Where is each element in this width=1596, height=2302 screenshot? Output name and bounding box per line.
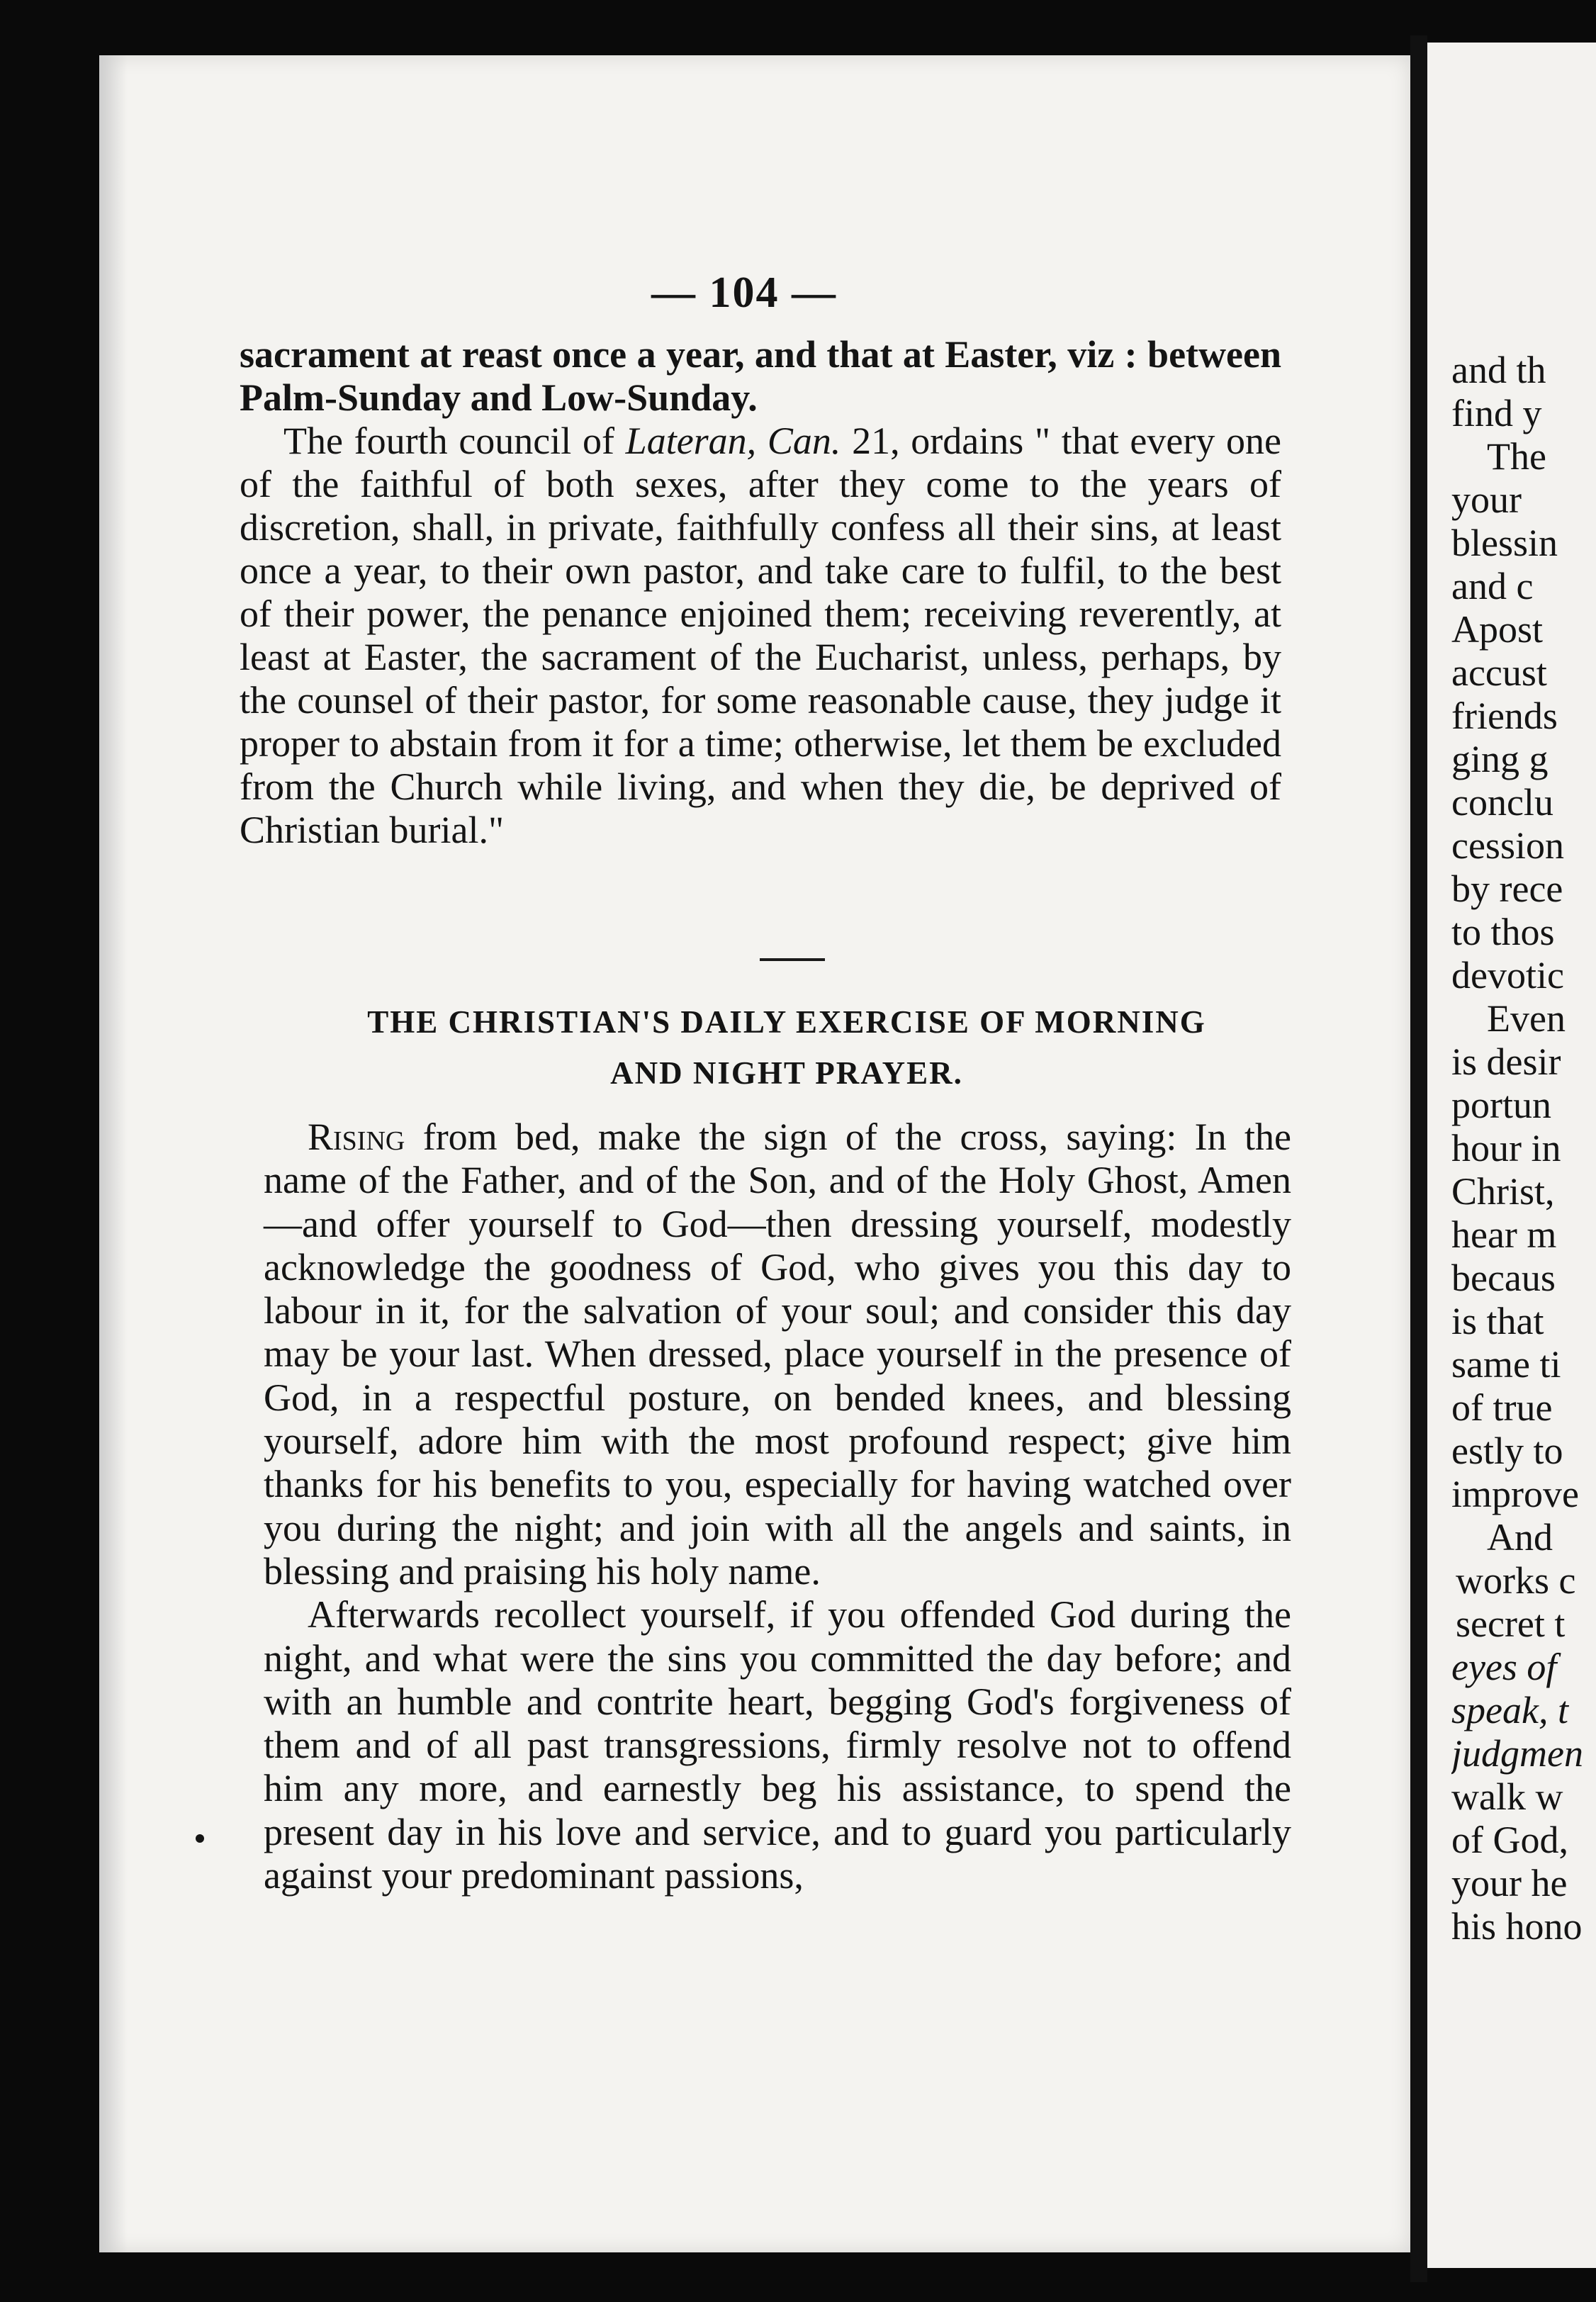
right-page-line: friends <box>1451 695 1558 737</box>
section-heading <box>283 996 1290 1099</box>
prayer-text <box>264 1116 1291 1897</box>
right-page-line: his hono <box>1451 1905 1583 1948</box>
rising-word: Rising <box>308 1116 405 1158</box>
page-number: — 104 — <box>651 269 837 317</box>
paragraph-easter <box>240 333 1281 420</box>
opening-text <box>240 333 1281 852</box>
right-page-line: becaus <box>1451 1257 1556 1299</box>
right-page-line: Even <box>1487 997 1566 1040</box>
right-page-line: ging g <box>1451 738 1549 780</box>
margin-dot <box>196 1834 204 1843</box>
right-page-line: and th <box>1451 349 1546 391</box>
right-page-line: your he <box>1451 1862 1568 1904</box>
right-page-line: by rece <box>1451 868 1563 910</box>
right-page-line: devotic <box>1451 954 1564 996</box>
right-page-line: And <box>1487 1516 1553 1559</box>
right-page-line: The <box>1487 435 1546 478</box>
paragraph-rising <box>264 1116 1291 1593</box>
right-page-line: same ti <box>1451 1343 1561 1386</box>
right-page-line: of true <box>1451 1386 1553 1429</box>
right-page-line: Christ, <box>1451 1170 1555 1213</box>
rising-text: from bed, make the sign of the cross, saying: In the name of the Father, and of the Son, and of the Holy Ghost, Amen—and offer yourself to God—then dressing yourself, modestly acknowledge the goodness of God, who gives you this day to labour in it, for the salvation of your soul; and consider this day may be your last. When dressed, place yourself in the presence of God, in a respectful posture, on bended knees, and blessing yourself, adore him with the most profound respect; give him thanks for his benefits to you, especially for having watched over you during the night; and join with all the angels and saints, in blessing and praising his holy name. <box>264 1116 1291 1593</box>
right-page-line: to thos <box>1451 911 1555 953</box>
right-page-line: cession <box>1451 824 1564 867</box>
right-page-line: blessin <box>1451 522 1558 564</box>
lateran-citation: Lateran, Can. <box>625 420 841 462</box>
right-page-line: find y <box>1451 392 1542 434</box>
right-page-line: is desir <box>1451 1040 1561 1083</box>
heading-line2: AND NIGHT PRAYER. <box>610 1055 963 1091</box>
section-divider <box>760 958 825 961</box>
right-page-line: estly to <box>1451 1430 1563 1472</box>
right-page-line: walk w <box>1451 1775 1563 1818</box>
book-gutter <box>1410 35 1427 2282</box>
paragraph-afterwards: Afterwards recollect yourself, if you offended God during the night, and what were the sins you committed the day before; and with an humble and contrite heart, begging God's forgiveness of them and of all past transgressions, firmly resolve not to offend him any more, and earnestly beg his assistance, to spend the present day in his love and service, and to guard you particularly against your predominant passions, <box>264 1593 1291 1897</box>
heading-line1: THE CHRISTIAN'S DAILY EXERCISE OF MORNING <box>367 1004 1206 1040</box>
paragraph-easter-line1: sacrament at reast once a year, and that at Easter, viz : <box>240 333 1137 376</box>
right-page-line: portun <box>1451 1084 1551 1126</box>
right-page-line: judgmen <box>1451 1732 1583 1775</box>
right-page-text <box>1451 349 1596 1948</box>
right-page-line: accust <box>1451 651 1547 694</box>
right-page-line: your <box>1451 478 1522 521</box>
right-page-line: eyes of <box>1451 1646 1557 1688</box>
right-page-line: works c <box>1456 1559 1576 1602</box>
paragraph-easter-line2: between Palm-Sunday and Low-Sunday. <box>240 333 1281 419</box>
paragraph-lateran <box>240 420 1281 852</box>
right-page-line: and c <box>1451 565 1534 607</box>
right-page-line: improve <box>1451 1473 1579 1515</box>
lateran-text-a: The fourth council of <box>283 420 626 462</box>
right-page-line: is that <box>1451 1300 1544 1342</box>
right-page-line: hour in <box>1451 1127 1561 1169</box>
right-page-line: Apost <box>1451 608 1544 651</box>
right-page-line: hear m <box>1451 1213 1557 1256</box>
right-page-line: secret t <box>1456 1602 1566 1645</box>
right-page-line: of God, <box>1451 1819 1568 1861</box>
right-page-line: speak, t <box>1451 1689 1568 1731</box>
right-page-line: conclu <box>1451 781 1553 824</box>
lateran-text-b: 21, ordains " that every one of the faithful of both sexes, after they come to the years of discretion, shall, in private, faithfully confess all their sins, at least once a year, to their own pastor, and take care to fulfil, to the best of their power, the penance enjoined them; receiving reverently, at least at Easter, the sacrament of the Eucharist, unless, perhaps, by the counsel of their pastor, for some reasonable cause, they judge it proper to abstain from it for a time; otherwise, let them be excluded from the Church while living, and when they die, be deprived of Christian burial." <box>240 420 1281 851</box>
